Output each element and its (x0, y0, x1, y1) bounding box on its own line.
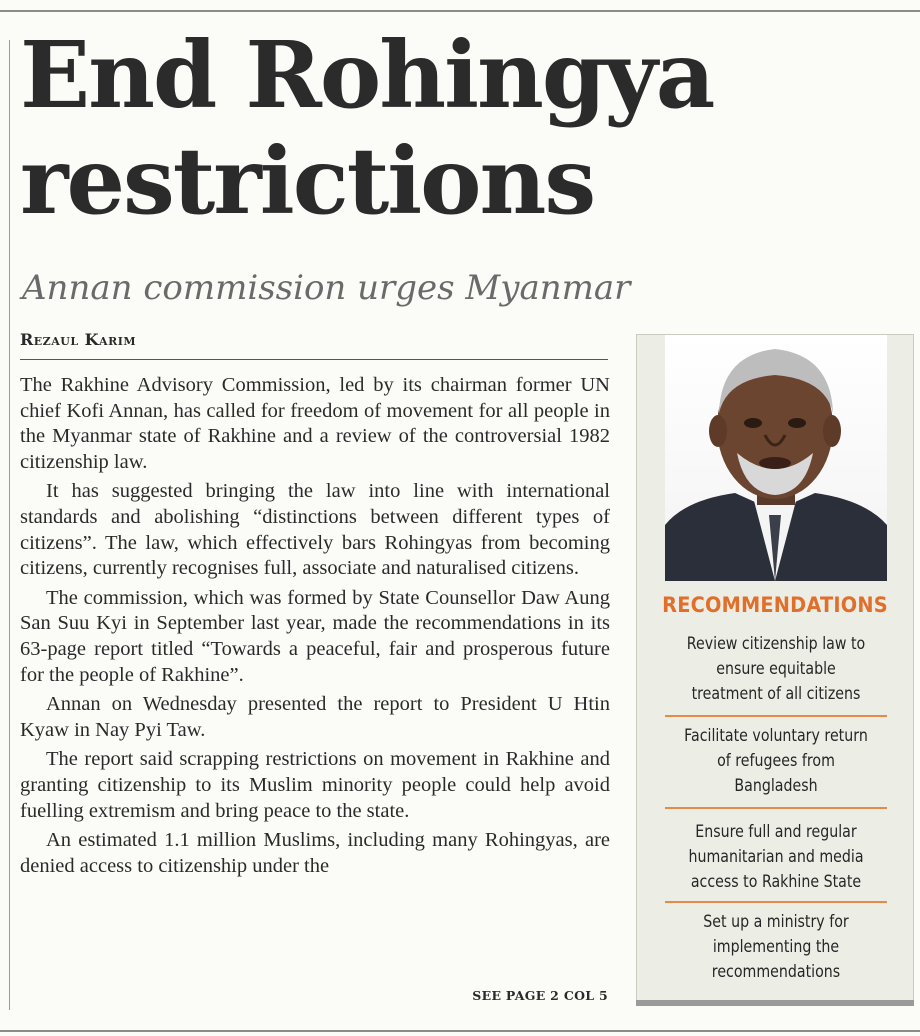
byline: Rezaul Karim (20, 330, 137, 349)
headline: End Rohingya restrictions (20, 21, 714, 235)
portrait-illustration (665, 335, 887, 581)
article-paragraph: It has suggested bringing the law into line with international standards and abolishing “distinctions between different types of citizens”. The law, which effectively bars Rohingyas from becoming citizens, currently recognises full, associate and naturalised citizens. (20, 480, 610, 580)
recommendation-item: Review citizenship law to ensure equitable treatment of all citizens (686, 634, 866, 703)
recommendations-title: RECOMMENDATIONS (662, 593, 888, 617)
recommendations-sidebar (636, 334, 914, 1002)
article-paragraph: The commission, which was formed by State Counsellor Daw Aung San Suu Kyi in September last year, made the recommendations in its 63-page report titled “Towards a peaceful, fair and prosperous future for the people of Rakhine”. (20, 586, 610, 686)
recommendation-divider (665, 715, 887, 717)
article-paragraph: Annan on Wednesday presented the report to President U Htin Kyaw in Nay Pyi Taw. (20, 693, 610, 741)
column-rule (9, 40, 10, 1010)
byline-rule (20, 359, 608, 360)
portrait-photo (665, 335, 887, 581)
article-paragraph: The report said scrapping restrictions on movement in Rakhine and granting citizenship to its Muslim minority people could help avoid fuelling extremism and bring peace to the state. (20, 748, 610, 822)
recommendation-item: Set up a ministry for implementing the recommendations (703, 912, 849, 981)
recommendation-divider (665, 901, 887, 903)
sidebar-shadow (636, 1000, 914, 1006)
article-body (20, 373, 610, 883)
bottom-rule (0, 1030, 920, 1032)
subheadline: Annan commission urges Myanmar (22, 268, 631, 308)
recommendation-item: Facilitate voluntary return of refugees from Bangladesh (684, 726, 868, 795)
article-paragraph: An estimated 1.1 million Muslims, including many Rohingyas, are denied access to citizenship under the (20, 829, 610, 877)
recommendation-item: Ensure full and regular humanitarian and media access to Rakhine State (688, 822, 864, 891)
recommendation-divider (665, 807, 887, 809)
article-paragraph: The Rakhine Advisory Commission, led by its chairman former UN chief Kofi Annan, has called for freedom of movement for all people in the Myanmar state of Rakhine and a review of the controversial 1982 citizenship law. (20, 374, 610, 473)
top-rule (0, 10, 920, 12)
continued-on-page-link[interactable]: SEE PAGE 2 COL 5 (472, 988, 608, 1003)
